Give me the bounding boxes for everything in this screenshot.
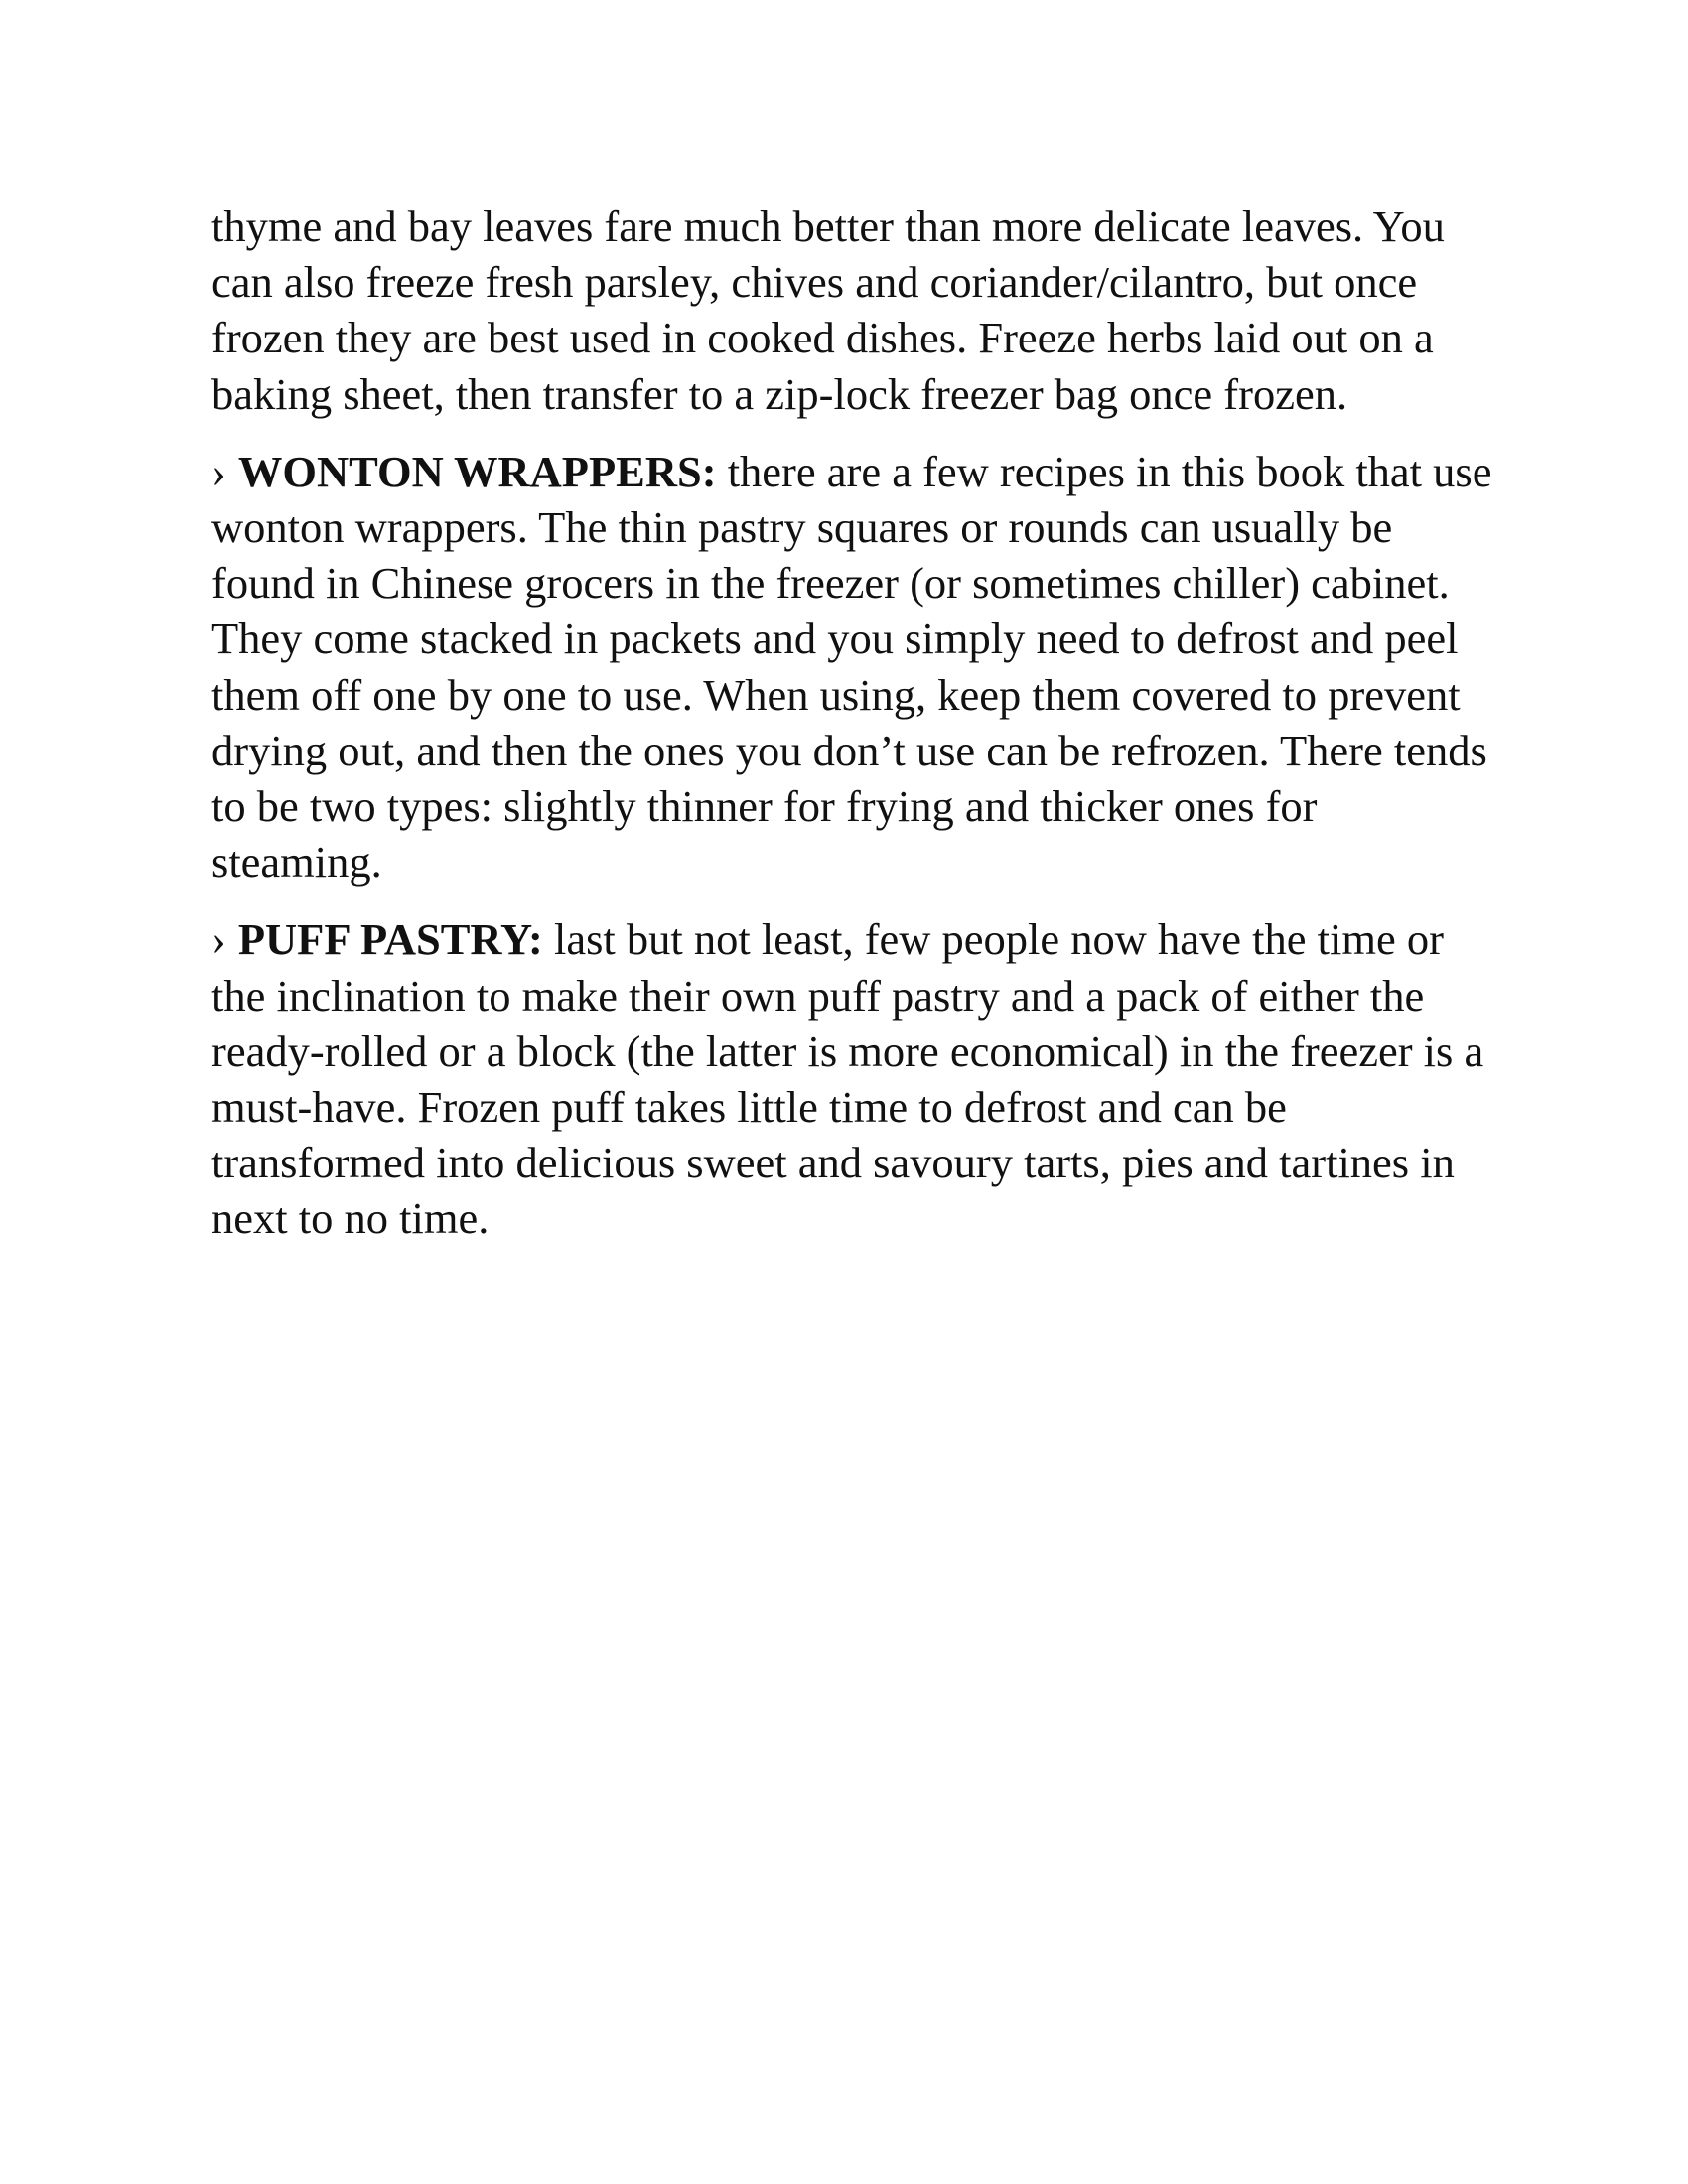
paragraph-puff-pastry <box>211 911 1492 1246</box>
bullet-chevron-icon: › <box>211 446 226 496</box>
paragraph-text: thyme and bay leaves fare much better than more delicate leaves. You can also freeze fresh parsley, chives and coriander/cilantro, but once frozen they are best used in cooked dishes. Freeze herbs laid out on a baking sheet, then transfer to a zip-lock freezer bag once frozen. <box>211 202 1445 419</box>
term-heading: WONTON WRAPPERS: <box>237 446 717 496</box>
term-heading: PUFF PASTRY: <box>237 914 543 965</box>
paragraph-text: last but not least, few people now have the time or the inclination to make their own puff pastry and a pack of either the ready-rolled or a block (the latter is more economical) in the freezer is a must-have. Frozen puff takes little time to defrost and can be transformed into delicious sweet and savoury tarts, pies and tartines in next to no time. <box>211 914 1484 1244</box>
bullet-chevron-icon: › <box>211 914 226 965</box>
paragraph-text: there are a few recipes in this book that use wonton wrappers. The thin pastry squares or rounds can usually be found in Chinese grocers in the freezer (or sometimes chiller) cabinet. They come stacked in packets and you simply need to defrost and peel them off one by one to use. When using, keep them covered to prevent drying out, and then the ones you don’t use can be refrozen. There tends to be two types: slightly thinner for frying and thicker ones for steaming. <box>211 446 1492 887</box>
paragraph-herbs-continued <box>211 199 1492 422</box>
paragraph-wonton-wrappers <box>211 444 1492 890</box>
body-text <box>211 199 1492 1269</box>
